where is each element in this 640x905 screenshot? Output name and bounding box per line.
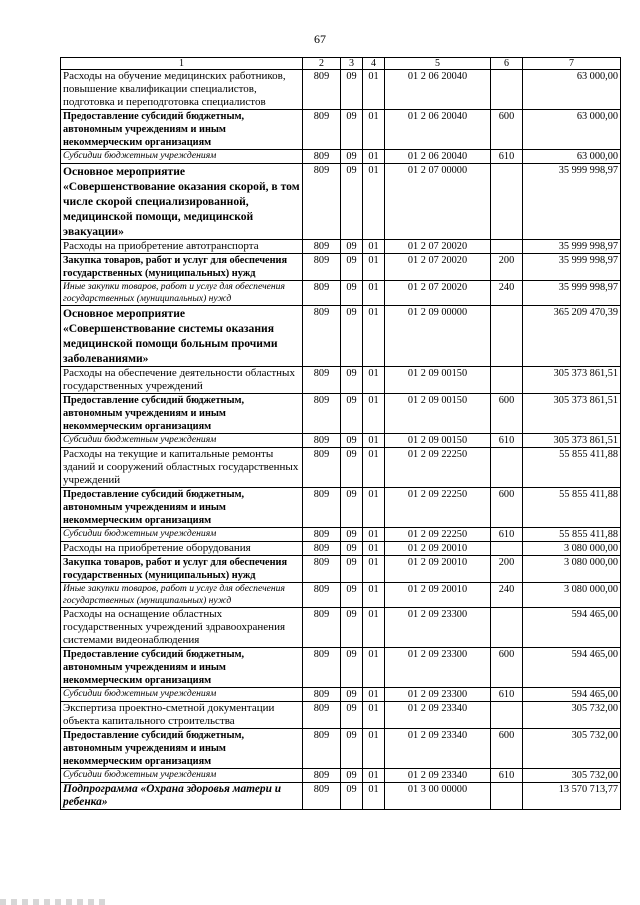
item-grbs-cell: 809	[303, 648, 341, 688]
item-name-cell: Предоставление субсидий бюджетным, автономным учреждениям и иным некоммерческим организациям	[61, 648, 303, 688]
item-target-code-cell: 01 2 09 00000	[385, 306, 491, 367]
item-grbs-cell: 809	[303, 783, 341, 810]
table-row	[61, 254, 621, 281]
item-expense-type-cell: 610	[491, 150, 523, 164]
item-name-cell: Расходы на приобретение автотранспорта	[61, 240, 303, 254]
table-row	[61, 702, 621, 729]
item-expense-type-cell: 600	[491, 729, 523, 769]
item-grbs-cell: 809	[303, 769, 341, 783]
item-subsection-cell: 01	[363, 488, 385, 528]
item-subsection-cell: 01	[363, 583, 385, 608]
item-name-cell: Иные закупки товаров, работ и услуг для обеспечения государственных (муниципальных) нужд	[61, 281, 303, 306]
item-amount-cell: 305 732,00	[523, 702, 621, 729]
item-grbs-cell: 809	[303, 688, 341, 702]
item-grbs-cell: 809	[303, 306, 341, 367]
item-grbs-cell: 809	[303, 702, 341, 729]
table-body	[61, 70, 621, 810]
item-subsection-cell: 01	[363, 254, 385, 281]
item-grbs-cell: 809	[303, 281, 341, 306]
item-name-cell: Подпрограмма «Охрана здоровья матери и ребенка»	[61, 783, 303, 810]
scan-artifact	[0, 899, 110, 905]
item-amount-cell: 305 732,00	[523, 769, 621, 783]
table-row	[61, 150, 621, 164]
item-target-code-cell: 01 2 09 20010	[385, 542, 491, 556]
item-section-cell: 09	[341, 488, 363, 528]
item-target-code-cell: 01 3 00 00000	[385, 783, 491, 810]
item-subsection-cell: 01	[363, 434, 385, 448]
item-expense-type-cell	[491, 70, 523, 110]
item-expense-type-cell: 600	[491, 488, 523, 528]
item-name-cell: Предоставление субсидий бюджетным, автономным учреждениям и иным некоммерческим организациям	[61, 488, 303, 528]
item-section-cell: 09	[341, 648, 363, 688]
item-grbs-cell: 809	[303, 488, 341, 528]
table-row	[61, 164, 621, 240]
item-amount-cell: 63 000,00	[523, 70, 621, 110]
table-row	[61, 542, 621, 556]
item-grbs-cell: 809	[303, 254, 341, 281]
item-expense-type-cell: 200	[491, 556, 523, 583]
item-section-cell: 09	[341, 281, 363, 306]
item-amount-cell: 35 999 998,97	[523, 240, 621, 254]
item-amount-cell: 63 000,00	[523, 110, 621, 150]
table-row	[61, 688, 621, 702]
item-expense-type-cell	[491, 240, 523, 254]
item-section-cell: 09	[341, 70, 363, 110]
table-row	[61, 608, 621, 648]
item-target-code-cell: 01 2 06 20040	[385, 70, 491, 110]
table-row	[61, 556, 621, 583]
item-section-cell: 09	[341, 434, 363, 448]
item-name-cell: Предоставление субсидий бюджетным, автономным учреждениям и иным некоммерческим организациям	[61, 729, 303, 769]
item-grbs-cell: 809	[303, 556, 341, 583]
item-grbs-cell: 809	[303, 367, 341, 394]
item-expense-type-cell	[491, 306, 523, 367]
item-amount-cell: 35 999 998,97	[523, 164, 621, 240]
item-grbs-cell: 809	[303, 434, 341, 448]
item-section-cell: 09	[341, 556, 363, 583]
item-grbs-cell: 809	[303, 608, 341, 648]
header-col-7: 7	[523, 58, 621, 70]
item-name-cell: Расходы на приобретение оборудования	[61, 542, 303, 556]
item-amount-cell: 63 000,00	[523, 150, 621, 164]
table-row	[61, 783, 621, 810]
item-expense-type-cell	[491, 448, 523, 488]
item-section-cell: 09	[341, 110, 363, 150]
item-subsection-cell: 01	[363, 448, 385, 488]
item-subsection-cell: 01	[363, 164, 385, 240]
item-subsection-cell: 01	[363, 688, 385, 702]
item-name-cell: Предоставление субсидий бюджетным, автономным учреждениям и иным некоммерческим организациям	[61, 110, 303, 150]
header-col-4: 4	[363, 58, 385, 70]
item-amount-cell: 55 855 411,88	[523, 488, 621, 528]
item-amount-cell: 3 080 000,00	[523, 542, 621, 556]
item-target-code-cell: 01 2 09 23300	[385, 608, 491, 648]
item-subsection-cell: 01	[363, 648, 385, 688]
table-row	[61, 70, 621, 110]
header-col-1: 1	[61, 58, 303, 70]
item-section-cell: 09	[341, 394, 363, 434]
item-amount-cell: 13 570 713,77	[523, 783, 621, 810]
item-amount-cell: 594 465,00	[523, 688, 621, 702]
item-target-code-cell: 01 2 09 22250	[385, 528, 491, 542]
item-section-cell: 09	[341, 528, 363, 542]
item-target-code-cell: 01 2 07 20020	[385, 254, 491, 281]
item-name-cell: Субсидии бюджетным учреждениям	[61, 434, 303, 448]
item-amount-cell: 305 373 861,51	[523, 367, 621, 394]
item-name-cell: Расходы на обучение медицинских работников, повышение квалификации специалистов, подготовка и переподготовка специалистов	[61, 70, 303, 110]
item-grbs-cell: 809	[303, 164, 341, 240]
table-row	[61, 394, 621, 434]
item-grbs-cell: 809	[303, 394, 341, 434]
item-expense-type-cell: 600	[491, 648, 523, 688]
table-row	[61, 240, 621, 254]
item-expense-type-cell: 200	[491, 254, 523, 281]
header-col-6: 6	[491, 58, 523, 70]
item-expense-type-cell	[491, 367, 523, 394]
item-target-code-cell: 01 2 07 20020	[385, 281, 491, 306]
item-section-cell: 09	[341, 542, 363, 556]
table-row	[61, 306, 621, 367]
item-target-code-cell: 01 2 09 23340	[385, 729, 491, 769]
header-col-3: 3	[341, 58, 363, 70]
item-name-cell: Субсидии бюджетным учреждениям	[61, 688, 303, 702]
item-subsection-cell: 01	[363, 729, 385, 769]
item-section-cell: 09	[341, 150, 363, 164]
item-target-code-cell: 01 2 09 00150	[385, 367, 491, 394]
item-target-code-cell: 01 2 09 20010	[385, 583, 491, 608]
table-header-row	[61, 58, 621, 70]
header-col-2: 2	[303, 58, 341, 70]
item-amount-cell: 3 080 000,00	[523, 583, 621, 608]
item-amount-cell: 3 080 000,00	[523, 556, 621, 583]
item-subsection-cell: 01	[363, 240, 385, 254]
item-section-cell: 09	[341, 729, 363, 769]
item-subsection-cell: 01	[363, 769, 385, 783]
item-name-cell: Закупка товаров, работ и услуг для обеспечения государственных (муниципальных) нужд	[61, 254, 303, 281]
table-row	[61, 110, 621, 150]
item-expense-type-cell: 610	[491, 434, 523, 448]
item-grbs-cell: 809	[303, 729, 341, 769]
item-amount-cell: 55 855 411,88	[523, 448, 621, 488]
item-expense-type-cell: 600	[491, 394, 523, 434]
item-section-cell: 09	[341, 702, 363, 729]
item-name-cell: Предоставление субсидий бюджетным, автономным учреждениям и иным некоммерческим организациям	[61, 394, 303, 434]
item-name-cell: Иные закупки товаров, работ и услуг для обеспечения государственных (муниципальных) нужд	[61, 583, 303, 608]
budget-table	[60, 57, 621, 810]
table-row	[61, 528, 621, 542]
item-target-code-cell: 01 2 09 23340	[385, 769, 491, 783]
item-name-cell: Основное мероприятие «Совершенствование системы оказания медицинской помощи больным прочими заболеваниями»	[61, 306, 303, 367]
item-section-cell: 09	[341, 306, 363, 367]
item-target-code-cell: 01 2 07 00000	[385, 164, 491, 240]
item-grbs-cell: 809	[303, 448, 341, 488]
table-row	[61, 367, 621, 394]
item-grbs-cell: 809	[303, 110, 341, 150]
item-section-cell: 09	[341, 448, 363, 488]
page-number: 67	[314, 32, 326, 46]
item-subsection-cell: 01	[363, 528, 385, 542]
item-target-code-cell: 01 2 09 23300	[385, 688, 491, 702]
item-section-cell: 09	[341, 254, 363, 281]
item-name-cell: Расходы на текущие и капитальные ремонты зданий и сооружений областных государственных учреждений	[61, 448, 303, 488]
item-target-code-cell: 01 2 06 20040	[385, 150, 491, 164]
table-row	[61, 769, 621, 783]
item-name-cell: Расходы на оснащение областных государственных учреждений здравоохранения системами видеонаблюдения	[61, 608, 303, 648]
item-amount-cell: 305 373 861,51	[523, 394, 621, 434]
item-section-cell: 09	[341, 608, 363, 648]
item-subsection-cell: 01	[363, 281, 385, 306]
item-expense-type-cell	[491, 542, 523, 556]
item-section-cell: 09	[341, 688, 363, 702]
item-target-code-cell: 01 2 07 20020	[385, 240, 491, 254]
item-subsection-cell: 01	[363, 150, 385, 164]
item-amount-cell: 305 732,00	[523, 729, 621, 769]
item-grbs-cell: 809	[303, 150, 341, 164]
item-name-cell: Расходы на обеспечение деятельности областных государственных учреждений	[61, 367, 303, 394]
item-grbs-cell: 809	[303, 70, 341, 110]
item-expense-type-cell: 600	[491, 110, 523, 150]
item-subsection-cell: 01	[363, 367, 385, 394]
item-section-cell: 09	[341, 240, 363, 254]
item-section-cell: 09	[341, 164, 363, 240]
item-expense-type-cell: 240	[491, 583, 523, 608]
item-subsection-cell: 01	[363, 110, 385, 150]
item-expense-type-cell: 610	[491, 528, 523, 542]
table-row	[61, 434, 621, 448]
item-amount-cell: 365 209 470,39	[523, 306, 621, 367]
item-expense-type-cell: 610	[491, 688, 523, 702]
table-row	[61, 488, 621, 528]
item-grbs-cell: 809	[303, 240, 341, 254]
item-grbs-cell: 809	[303, 583, 341, 608]
item-amount-cell: 594 465,00	[523, 648, 621, 688]
item-subsection-cell: 01	[363, 702, 385, 729]
item-expense-type-cell: 240	[491, 281, 523, 306]
item-target-code-cell: 01 2 09 00150	[385, 394, 491, 434]
item-name-cell: Закупка товаров, работ и услуг для обеспечения государственных (муниципальных) нужд	[61, 556, 303, 583]
header-col-5: 5	[385, 58, 491, 70]
item-amount-cell: 35 999 998,97	[523, 281, 621, 306]
item-amount-cell: 55 855 411,88	[523, 528, 621, 542]
item-grbs-cell: 809	[303, 528, 341, 542]
item-target-code-cell: 01 2 09 20010	[385, 556, 491, 583]
item-section-cell: 09	[341, 769, 363, 783]
item-amount-cell: 35 999 998,97	[523, 254, 621, 281]
item-target-code-cell: 01 2 09 22250	[385, 488, 491, 528]
item-section-cell: 09	[341, 367, 363, 394]
item-name-cell: Экспертиза проектно-сметной документации объекта капитального строительства	[61, 702, 303, 729]
item-section-cell: 09	[341, 583, 363, 608]
table-row	[61, 281, 621, 306]
item-subsection-cell: 01	[363, 394, 385, 434]
item-name-cell: Субсидии бюджетным учреждениям	[61, 769, 303, 783]
item-expense-type-cell	[491, 608, 523, 648]
item-target-code-cell: 01 2 09 23340	[385, 702, 491, 729]
table-row	[61, 648, 621, 688]
item-target-code-cell: 01 2 09 00150	[385, 434, 491, 448]
table-row	[61, 729, 621, 769]
item-name-cell: Субсидии бюджетным учреждениям	[61, 528, 303, 542]
item-subsection-cell: 01	[363, 542, 385, 556]
item-expense-type-cell: 610	[491, 769, 523, 783]
item-subsection-cell: 01	[363, 70, 385, 110]
item-amount-cell: 305 373 861,51	[523, 434, 621, 448]
item-amount-cell: 594 465,00	[523, 608, 621, 648]
item-name-cell: Основное мероприятие «Совершенствование оказания скорой, в том числе скорой специализированной, медицинской помощи, медицинской эвакуации»	[61, 164, 303, 240]
table-row	[61, 448, 621, 488]
item-subsection-cell: 01	[363, 783, 385, 810]
item-target-code-cell: 01 2 09 22250	[385, 448, 491, 488]
item-expense-type-cell	[491, 783, 523, 810]
item-name-cell: Субсидии бюджетным учреждениям	[61, 150, 303, 164]
table-row	[61, 583, 621, 608]
item-section-cell: 09	[341, 783, 363, 810]
item-subsection-cell: 01	[363, 556, 385, 583]
item-expense-type-cell	[491, 164, 523, 240]
item-grbs-cell: 809	[303, 542, 341, 556]
item-subsection-cell: 01	[363, 306, 385, 367]
item-target-code-cell: 01 2 06 20040	[385, 110, 491, 150]
item-subsection-cell: 01	[363, 608, 385, 648]
item-expense-type-cell	[491, 702, 523, 729]
item-target-code-cell: 01 2 09 23300	[385, 648, 491, 688]
